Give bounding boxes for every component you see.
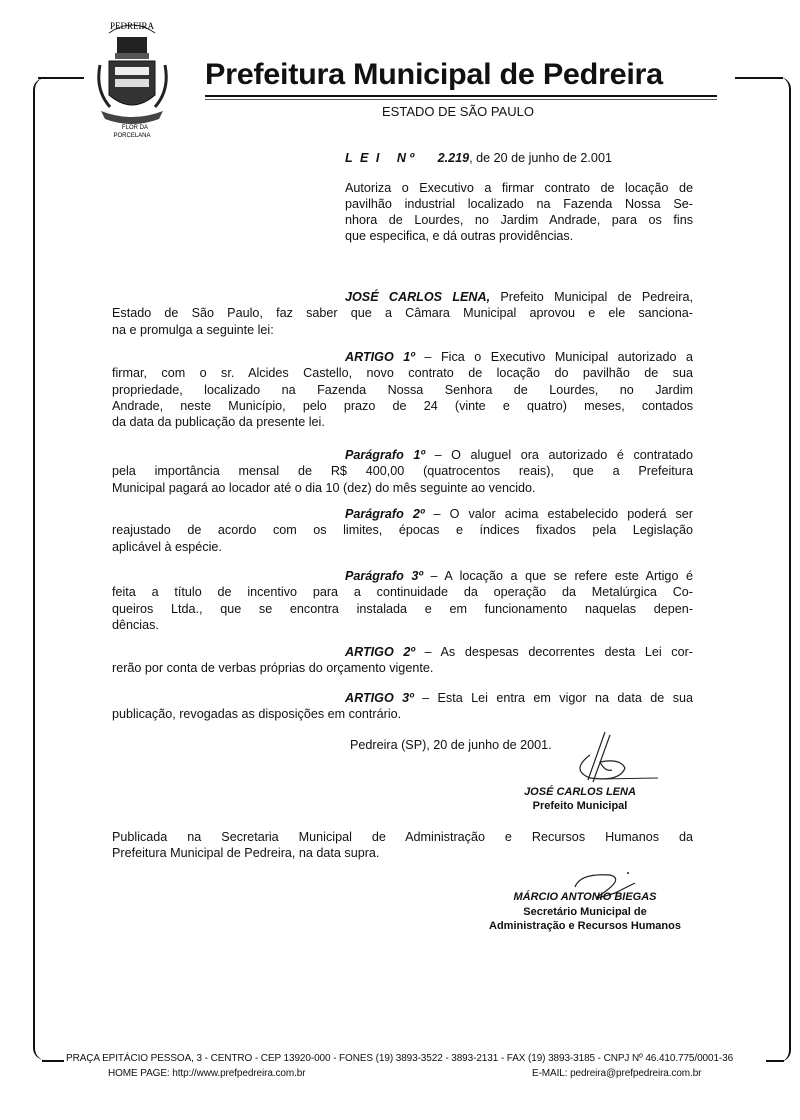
signer2-title-1: Secretário Municipal de [523,906,647,918]
paragraph-line: Andrade, neste Município, pelo prazo de 24 (vinte e quatro) meses, contados [112,398,693,413]
paragraph-line: rerão por conta de verbas próprias do orçamento vigente. [112,661,434,676]
law-date: , de 20 de junho de 2.001 [469,151,612,165]
paragraph-line: Estado de São Paulo, faz saber que a Câmara Municipal aprovou e ele sanciona- [112,306,693,321]
border-top-left [38,77,84,79]
summary-line: que especifica, e dá outras providências. [345,229,574,243]
footer-address: PRAÇA EPITÁCIO PESSOA, 3 - CENTRO - CEP 13920-000 - FONES (19) 3893-3522 - 3893-2131 - FAX (19) 3893-3185 - CNPJ Nº 46.410.775/0001-36 [66,1053,734,1064]
paragraph-line: reajustado de acordo com os limites, épocas e índices fixados pela Legislação [112,523,693,538]
paragraph-line: feita a título de incentivo para a continuidade da operação da Metalúrgica Co- [112,585,693,600]
paragraph-line: propriedade, localizado na Fazenda Nossa Senhora de Lourdes, no Jardim [112,382,693,397]
svg-text:FLOR DA: FLOR DA [121,125,149,131]
municipal-crest-logo [95,15,170,140]
paragraph-line [345,447,693,463]
paragraph-label: JOSÉ CARLOS LENA, [345,290,491,304]
paragraph-line: Municipal pagará ao locador até o dia 10 (dez) do mês seguinte ao vencido. [112,480,536,495]
paragraph-label: Parágrafo 3º [345,569,423,583]
paragraph-line: na e promulga a seguinte lei: [112,322,274,337]
title-underline-2 [205,99,717,100]
law-lei-label: L E I [345,151,382,165]
paragraph-text: – O aluguel ora autorizado é contratado [424,448,693,462]
law-number: 2.219 [437,151,470,165]
law-number-label: N º [396,151,415,165]
paragraph-label: Parágrafo 1º [345,448,425,462]
law-heading [345,150,612,166]
paragraph-text: – A locação a que se refere este Artigo é [422,569,693,583]
signer2-name: MÁRCIO ANTONIO BIEGAS [513,891,657,903]
paragraph-text: – As despesas decorrentes desta Lei cor- [414,645,693,659]
paragraph-label: ARTIGO 3º [345,691,414,705]
svg-text:PEDREIRA: PEDREIRA [109,21,155,31]
summary-line: nhora de Lourdes, no Jardim Andrade, para os fins [345,213,693,227]
signer1-title: Prefeito Municipal [532,800,628,812]
border-bottom-right [766,1060,784,1062]
summary-line: Autoriza o Executivo a firmar contrato de locação de [345,181,693,195]
footer-homepage: HOME PAGE: http://www.prefpedreira.com.br [108,1068,306,1079]
letterhead-subtitle: ESTADO DE SÃO PAULO [382,104,534,119]
paragraph-text: – Fica o Executivo Municipal autorizado a [414,350,694,364]
paragraph-line: da data da publicação da presente lei. [112,415,325,430]
summary-line: pavilhão industrial localizado na Fazenda Nossa Se- [345,197,693,211]
paragraph-line: firmar, com o sr. Alcides Castello, novo contrato de locação do pavilhão de sua [112,366,693,381]
paragraph-line: pela importância mensal de R$ 400,00 (quatrocentos reais), que a Prefeitura [112,464,693,479]
paragraph-text: – Esta Lei entra em vigor na data de sua [413,691,693,705]
paragraph-line [345,644,693,660]
paragraph-line [345,690,693,706]
paragraph-line: publicação, revogadas as disposições em contrário. [112,707,402,722]
paragraph-line [345,568,693,584]
paragraph-line: dências. [112,617,159,632]
svg-text:PORCELANA: PORCELANA [113,133,151,139]
paragraph-line [345,349,693,365]
mayor-signature [560,730,660,785]
paragraph-line [345,289,693,305]
paragraph-line: queiros Ltda., que se encontra instalada e em funcionamento naquelas depen- [112,601,693,616]
paragraph-label: ARTIGO 1º [345,350,415,364]
publication-line-1: Publicada na Secretaria Municipal de Administração e Recursos Humanos da [112,830,693,844]
page-border-left [33,78,55,1060]
paragraph-text: – O valor acima estabelecido poderá ser [424,507,694,521]
letterhead-title: Prefeitura Municipal de Pedreira [205,58,663,91]
signer1-name: JOSÉ CARLOS LENA [524,786,636,798]
page-border-right [775,77,791,1062]
paragraph-label: ARTIGO 2º [345,645,415,659]
place-date: Pedreira (SP), 20 de junho de 2001. [350,738,552,752]
paragraph-text: Prefeito Municipal de Pedreira, [490,290,693,304]
footer-email: E-MAIL: pedreira@prefpedreira.com.br [532,1068,702,1079]
paragraph-line [345,506,693,522]
publication-line-2: Prefeitura Municipal de Pedreira, na data supra. [112,846,380,860]
border-bottom-left [42,1060,64,1062]
paragraph-label: Parágrafo 2º [345,507,425,521]
signer2-title-2: Administração e Recursos Humanos [489,920,681,932]
paragraph-line: aplicável à espécie. [112,539,222,554]
title-underline [205,95,717,97]
